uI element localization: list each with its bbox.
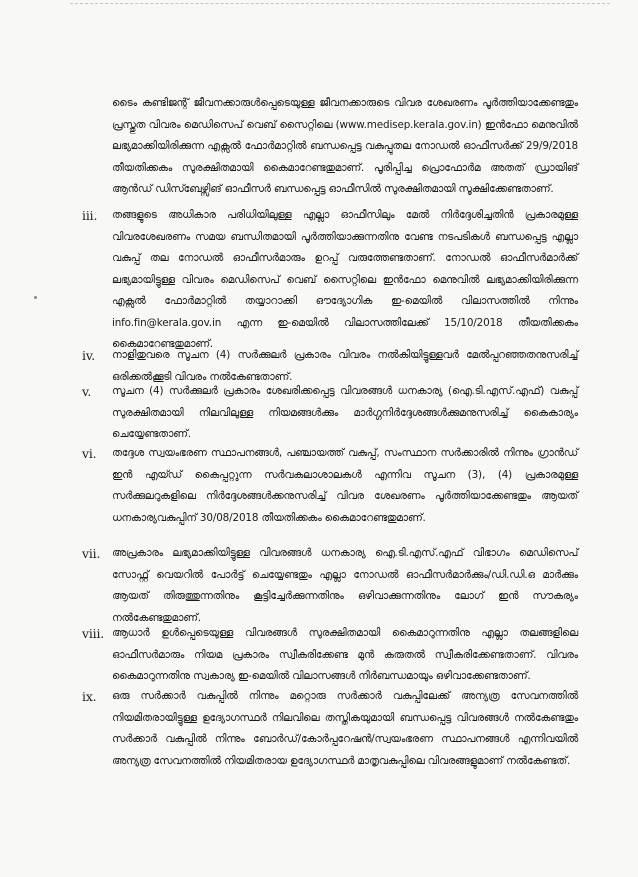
list-item-iii <box>82 205 578 356</box>
list-item-viii <box>82 623 578 688</box>
item-text: തദ്ദേശ സ്വയംഭരണ സ്ഥാപനങ്ങൾ, പഞ്ചായത്ത് വകുപ്പ്, സംസ്ഥാന സർക്കാരിൽ നിന്നും ഗ്രാൻഡ് ഇൻ എയ്ഡ് കൈപ്പറ്റുന്ന സർവകലാശാലകൾ എന്നിവ സൂചന (3), (4) പ്രകാരമുള്ള സർക്കുലറുകളിലെ നിർദ്ദേശങ്ങൾക്കനുസരിച്ച് വിവര ശേഖരണം പൂർത്തിയാക്കേണ്ടതും ആയത് ധനകാര്യവകുപ്പിന് 30/08/2018 തീയതിക്കകം കൈമാറേണ്ടതുമാണ്. <box>112 447 578 524</box>
page-top-edge <box>70 3 610 4</box>
item-number: vii. <box>82 546 101 561</box>
item-number: viii. <box>82 626 105 641</box>
item-text: നാളിതുവരെ സൂചന (4) സർക്കുലർ പ്രകാരം വിവരം നൽകിയിട്ടുള്ളവർ മേൽപ്പറഞ്ഞതനുസരിച്ച് ഒരിക്കൽക്കൂടി വിവരം നൽകേണ്ടതാണ്. <box>112 349 578 383</box>
item-number: v. <box>82 384 92 399</box>
list-item-vi <box>82 443 578 529</box>
scan-speck <box>34 296 37 299</box>
intro-paragraph: ടൈം കണ്ടിജന്റ് ജീവനക്കാരുൾപ്പെടെയുള്ള ജീവനക്കാരുടെ വിവര ശേഖരണം പൂർത്തിയാക്കേണ്ടതും പ്രസ്തുത വിവരം മെഡിസെപ് വെബ് സൈറ്റിലെ (www.medisep.kerala.gov.in) ഇൻഫോ മെനുവിൽ ലഭ്യമാക്കിയിരിക്കുന്ന എക്സൽ ഫോർമാറ്റിൽ ബന്ധപ്പെട്ട വകുപ്പുതല നോഡൽ ഓഫീസർക്ക് 29/9/2018 തീയതിക്കകം സുരക്ഷിതമായി കൈമാറേണ്ടതുമാണ്. പൂരിപ്പിച്ച പ്രൊഫോർമ അതത് ഡ്രായിങ് ആൻഡ് ഡിസ്ബേഴ്സിങ് ഓഫീസർ ബന്ധപ്പെട്ട ഓഫീസിൽ സുരക്ഷിതമായി സൂക്ഷിക്കേണ്ടതാണ്. <box>112 97 578 195</box>
item-number: iv. <box>82 348 95 363</box>
item-text: സൂചന (4) സർക്കുലർ പ്രകാരം ശേഖരിക്കപ്പെട്ട വിവരങ്ങൾ ധനകാര്യ (ഐ.ടി.എസ്.എഫ്) വകുപ്പ് സുരക്ഷിതമായി നിലവിലുള്ള നിയമങ്ങൾക്കും മാർഗ്ഗനിർദ്ദേശങ്ങൾക്കുമനുസരിച്ച് കൈകാര്യം ചെയ്യേണ്ടതാണ്. <box>112 385 578 440</box>
list-item-vii <box>82 543 578 629</box>
item-text: ആധാർ ഉൾപ്പെടെയുള്ള വിവരങ്ങൾ സുരക്ഷിതമായി കൈമാറുന്നതിനു എല്ലാ തലങ്ങളിലെ ഓഫീസർമാരും നിയമ പ്രകാരം സ്വീകരിക്കേണ്ട മുൻ കരുതൽ സ്വീകരിക്കേണ്ടതാണ്. വിവരം കൈമാറുന്നതിനു സ്വകാര്യ ഇ-മെയിൽ വിലാസങ്ങൾ നിർബന്ധമായും ഒഴിവാക്കേണ്ടതാണ്. <box>112 627 578 682</box>
list-item-v <box>82 381 578 446</box>
list-item-ix <box>82 686 578 772</box>
item-text: അപ്രകാരം ലഭ്യമാക്കിയിട്ടുള്ള വിവരങ്ങൾ ധനകാര്യ ഐ.ടി.എസ്.എഫ് വിഭാഗം മെഡിസെപ് സോഫ്റ്റ് വെയറിൽ പോർട്ട് ചെയ്യേണ്ടതും എല്ലാ നോഡൽ ഓഫീസർമാർക്കും/ഡി.ഡി.ഒ മാർക്കും ആയത് തിരുത്തുന്നതിനും കൂട്ടിച്ചേർക്കുന്നതിനും ഒഴിവാക്കുന്നതിനും ലോഗ് ഇൻ സൗകര്യം നൽകേണ്ടതുമാണ്. <box>112 547 578 624</box>
item-number: iii. <box>82 208 98 223</box>
item-number: ix. <box>82 689 97 704</box>
item-text: തങ്ങളുടെ അധികാര പരിധിയിലുള്ള എല്ലാ ഓഫീസിലും മേൽ നിർദ്ദേശിച്ചതിൻ പ്രകാരമുള്ള വിവരശേഖരണം സമയ ബന്ധിതമായി പൂർത്തിയാക്കുന്നതിനു വേണ്ട നടപടികൾ ബന്ധപ്പെട്ട എല്ലാ വകുപ്പ് തല നോഡൽ ഓഫീസർമാരും ഉറപ്പ് വരുത്തേണ്ടതാണ്. നോഡൽ ഓഫീസർമാർക്ക് ലഭ്യമായിട്ടുള്ള വിവരം മെഡിസെപ് വെബ് സൈറ്റിലെ ഇൻഫോ മെനുവിൽ ലഭ്യമാക്കിയിരിക്കുന്ന എക്സൽ ഫോർമാറ്റിൽ തയ്യാറാക്കി ഔദ്യോഗിക ഇ-മെയിൽ വിലാസത്തിൽ നിന്നും info.fin@kerala.gov.in എന്ന ഇ-മെയിൽ വിലാസത്തിലേക്ക് 15/10/2018 തീയതിക്കകം കൈമാറേണ്ടതുമാണ്. <box>112 209 578 350</box>
item-text: ഒരു സർക്കാർ വകുപ്പിൽ നിന്നും മറ്റൊരു സർക്കാർ വകുപ്പിലേക്ക് അന്യത്ര സേവനത്തിൽ നിയമിതരായിട്ടുള്ള ഉദ്യോഗസ്ഥർ നിലവിലെ തസ്തികയുമായി ബന്ധപ്പെട്ട വിവരങ്ങൾ നൽകേണ്ടതും സർക്കാർ വകുപ്പിൽ നിന്നും ബോർഡ്/കോർപ്പറേഷൻ/സ്വയംഭരണ സ്ഥാപനങ്ങൾ എന്നിവയിൽ അന്യത്ര സേവനത്തിൽ നിയമിതരായ ഉദ്യോഗസ്ഥർ മാതൃവകുപ്പിലെ വിവരങ്ങളുമാണ് നൽകേണ്ടത്. <box>112 690 578 767</box>
item-number: vi. <box>82 446 97 461</box>
